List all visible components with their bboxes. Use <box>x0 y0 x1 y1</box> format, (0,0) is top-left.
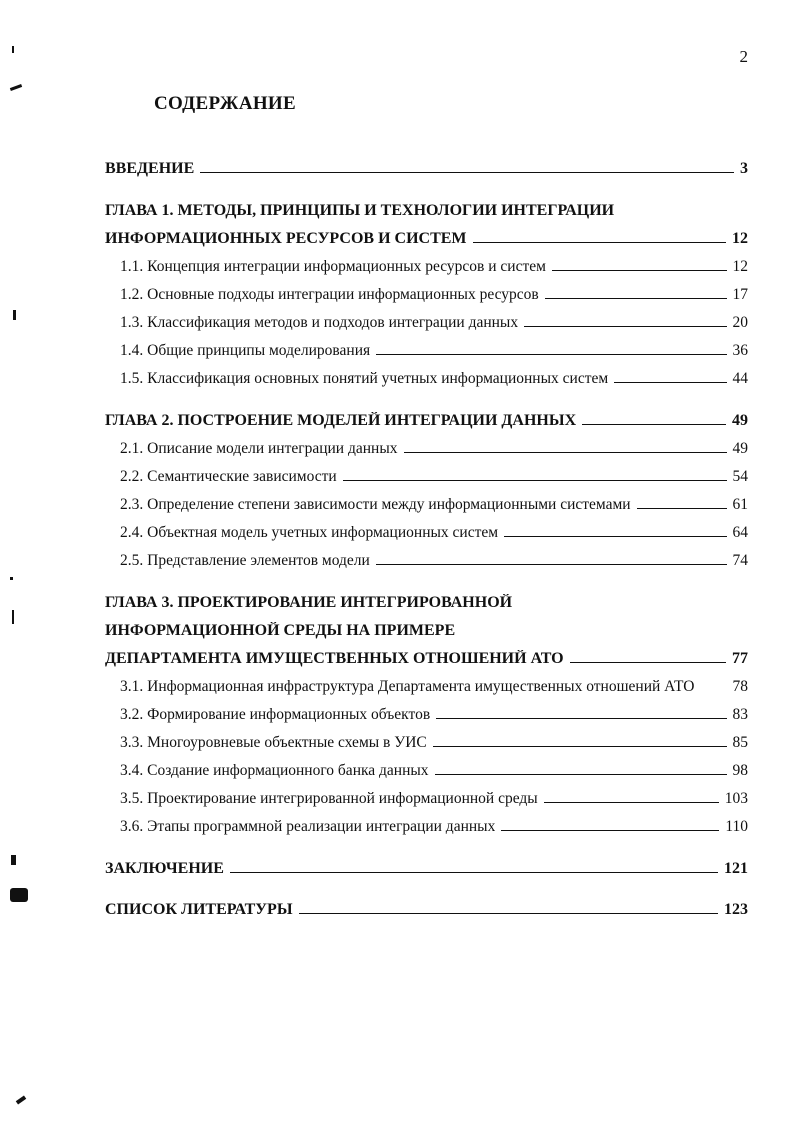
leader-line <box>545 298 727 299</box>
toc-entry-label: 2.1. Описание модели интеграции данных <box>120 440 398 457</box>
toc-entry-page: 36 <box>732 342 748 359</box>
toc-entry-page: 49 <box>732 412 748 429</box>
toc-entry-label: 3.2. Формирование информационных объектов <box>120 706 431 723</box>
toc-entry[interactable] <box>105 696 748 724</box>
toc-entry[interactable] <box>105 248 748 276</box>
toc-entry-conclusion[interactable] <box>105 850 748 878</box>
toc-entry[interactable] <box>105 780 748 808</box>
toc-entry-label: 1.1. Концепция интеграции информационных ресурсов и систем <box>120 258 546 275</box>
toc-entry[interactable] <box>105 332 748 360</box>
toc-entry-page: 103 <box>724 790 748 807</box>
toc-intro <box>105 150 748 178</box>
toc-entry-page: 49 <box>732 440 748 457</box>
toc-entry-page: 121 <box>724 860 748 877</box>
leader-line <box>200 172 734 173</box>
toc-entry-label: 2.3. Определение степени зависимости между информационными системами <box>120 496 631 513</box>
toc-entry-label: 1.4. Общие принципы моделирования <box>120 342 371 359</box>
leader-line <box>637 508 727 509</box>
toc-chapter-heading[interactable] <box>105 584 748 612</box>
toc-entry-label: ВВЕДЕНИЕ <box>105 160 195 177</box>
leader-line <box>552 270 727 271</box>
toc-chapter-heading[interactable] <box>105 192 748 220</box>
leader-line <box>376 564 727 565</box>
toc-chapter-3 <box>105 584 748 836</box>
toc-entry-page: 77 <box>732 650 748 667</box>
toc-entry-page: 12 <box>732 230 748 247</box>
toc-chapter-2 <box>105 402 748 570</box>
toc-entry[interactable] <box>105 458 748 486</box>
toc-chapter-title-line: ИНФОРМАЦИОННЫХ РЕСУРСОВ И СИСТЕМ <box>105 230 467 247</box>
scan-mark <box>16 1095 26 1104</box>
toc-entry-page: 85 <box>732 734 748 751</box>
toc-chapter-title-line: ДЕПАРТАМЕНТА ИМУЩЕСТВЕННЫХ ОТНОШЕНИЙ АТО <box>105 650 564 667</box>
toc-entry-page: 17 <box>732 286 748 303</box>
toc-entry-page: 83 <box>732 706 748 723</box>
toc-entry-page: 12 <box>732 258 748 275</box>
leader-line <box>343 480 727 481</box>
toc-entry-label: 3.1. Информационная инфраструктура Департамента имущественных отношений АТО <box>120 678 695 695</box>
leader-line <box>473 242 726 243</box>
toc-chapter-heading[interactable] <box>105 612 748 640</box>
leader-line <box>524 326 726 327</box>
toc-entry-page: 123 <box>724 901 748 918</box>
toc-entry-label: 3.5. Проектирование интегрированной информационной среды <box>120 790 538 807</box>
toc-entry-label: СПИСОК ЛИТЕРАТУРЫ <box>105 901 293 918</box>
leader-line <box>299 913 718 914</box>
leader-line <box>504 536 726 537</box>
toc-entry-page: 44 <box>732 370 748 387</box>
toc-entry-label: 1.3. Классификация методов и подходов интеграции данных <box>120 314 519 331</box>
toc-entry[interactable] <box>105 276 748 304</box>
toc-entry-label: 3.6. Этапы программной реализации интеграции данных <box>120 818 496 835</box>
toc-references <box>105 891 748 919</box>
toc-chapter-heading[interactable] <box>105 640 748 668</box>
toc-entry-intro[interactable] <box>105 150 748 178</box>
toc-entry-label: 2.5. Представление элементов модели <box>120 552 370 569</box>
leader-line <box>544 802 719 803</box>
scan-mark <box>12 610 14 624</box>
toc-entry-label: ЗАКЛЮЧЕНИЕ <box>105 860 224 877</box>
toc-entry-label: 2.2. Семантические зависимости <box>120 468 337 485</box>
leader-line <box>376 354 726 355</box>
toc-chapter-title-line: ИНФОРМАЦИОННОЙ СРЕДЫ НА ПРИМЕРЕ <box>105 622 456 639</box>
toc-chapter-heading[interactable] <box>105 220 748 248</box>
toc-chapter-heading[interactable] <box>105 402 748 430</box>
toc-entry-label: 3.4. Создание информационного банка данных <box>120 762 429 779</box>
toc-entry[interactable] <box>105 724 748 752</box>
scan-mark <box>11 855 16 865</box>
toc-entry-label: 3.3. Многоуровневые объектные схемы в УИС <box>120 734 427 751</box>
scan-mark <box>10 577 13 580</box>
leader-line <box>570 662 726 663</box>
page-number: 2 <box>739 47 748 66</box>
toc-entry-references[interactable] <box>105 891 748 919</box>
toc-entry[interactable] <box>105 668 748 696</box>
leader-line <box>433 746 727 747</box>
toc-entry-page: 74 <box>732 552 748 569</box>
toc-entry-page: 64 <box>732 524 748 541</box>
scan-mark <box>10 888 28 902</box>
toc-chapter-title-line: ГЛАВА 1. МЕТОДЫ, ПРИНЦИПЫ И ТЕХНОЛОГИИ ИНТЕГРАЦИИ <box>105 202 615 219</box>
toc-entry-label: 2.4. Объектная модель учетных информационных систем <box>120 524 499 541</box>
toc-entry-page: 20 <box>732 314 748 331</box>
toc-entry-label: 1.5. Классификация основных понятий учетных информационных систем <box>120 370 609 387</box>
scan-mark <box>13 310 16 320</box>
toc-entry-label: 1.2. Основные подходы интеграции информационных ресурсов <box>120 286 539 303</box>
toc-chapter-title-line: ГЛАВА 3. ПРОЕКТИРОВАНИЕ ИНТЕГРИРОВАННОЙ <box>105 594 513 611</box>
table-of-contents <box>105 150 748 932</box>
leader-line <box>230 872 718 873</box>
toc-entry[interactable] <box>105 430 748 458</box>
toc-conclusion <box>105 850 748 878</box>
scan-mark <box>12 46 14 53</box>
toc-entry-page: 78 <box>732 678 748 695</box>
toc-entry-page: 54 <box>732 468 748 485</box>
toc-chapter-1 <box>105 192 748 388</box>
leader-line <box>614 382 726 383</box>
leader-line <box>582 424 726 425</box>
leader-line <box>404 452 727 453</box>
toc-entry-page: 3 <box>740 160 748 177</box>
toc-entry[interactable] <box>105 514 748 542</box>
toc-entry[interactable] <box>105 486 748 514</box>
toc-entry[interactable] <box>105 752 748 780</box>
leader-line <box>436 718 726 719</box>
toc-entry[interactable] <box>105 542 748 570</box>
toc-entry[interactable] <box>105 808 748 836</box>
leader-line <box>501 830 719 831</box>
toc-entry-page: 98 <box>732 762 748 779</box>
toc-entry[interactable] <box>105 304 748 332</box>
leader-line <box>435 774 727 775</box>
page-title: СОДЕРЖАНИЕ <box>154 93 296 114</box>
toc-entry-page: 110 <box>725 818 748 835</box>
toc-entry-page: 61 <box>732 496 748 513</box>
toc-chapter-title-line: ГЛАВА 2. ПОСТРОЕНИЕ МОДЕЛЕЙ ИНТЕГРАЦИИ ДАННЫХ <box>105 412 577 429</box>
scan-mark <box>10 84 22 91</box>
toc-entry[interactable] <box>105 360 748 388</box>
